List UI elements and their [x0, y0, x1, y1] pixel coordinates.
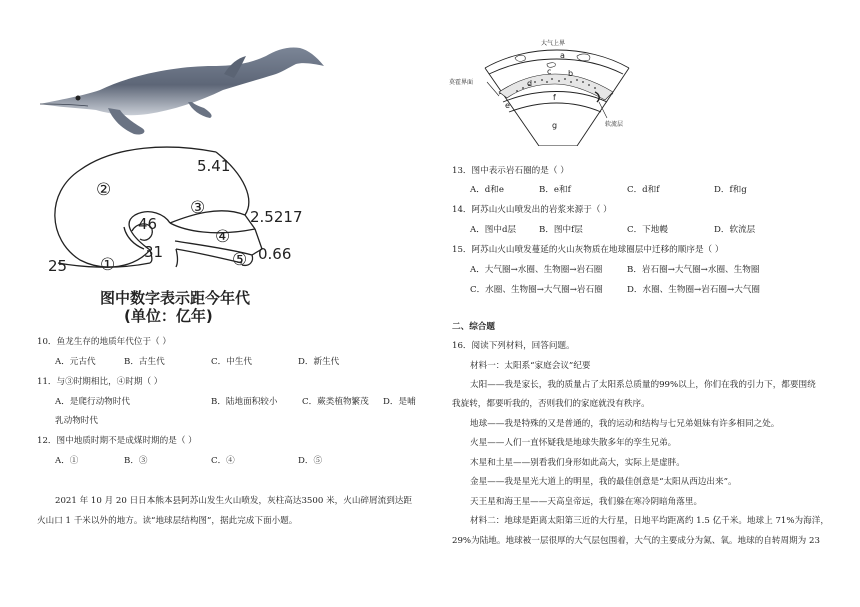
- year-label-31: 31: [144, 243, 164, 261]
- year-label-0-66: 0.66: [258, 245, 292, 263]
- layer-g: g: [552, 121, 558, 130]
- q10-option-b: B．古生代: [124, 357, 165, 367]
- sun-line-1: 太阳——我是家长，我的质量占了太阳系总质量的99%以上，你们在我的引力下，都要围绕: [470, 380, 816, 390]
- earth-line: 地球——我是特殊的又是普通的，我的运动和结构与七兄弟姐妹有许多相同之处。: [470, 419, 780, 429]
- jupiter-saturn-line: 木星和土星——别看我们身形如此高大，实际上是虚胖。: [470, 458, 685, 468]
- mars-line: 火星——人们一直怀疑我是地球失散多年的孪生兄弟。: [470, 438, 677, 448]
- year-label-5-41: 5.41: [197, 157, 231, 175]
- question-11: 11．与③时期相比，④时期（ ）: [37, 377, 163, 387]
- layer-e: e: [505, 101, 510, 110]
- q14-option-c: C．下地幔: [627, 225, 668, 235]
- material-2-line-1: 材料二：地球是距离太阳第三近的大行星，日地平均距离约 1.5 亿千米。地球上 71%为海洋，: [470, 516, 829, 526]
- question-15: 15．阿苏山火山喷发蔓延的火山灰物质在地球圈层中迁移的顺序是（ ）: [452, 245, 724, 255]
- ichthyosaur-image: [38, 44, 328, 144]
- era-marker-1: ①: [100, 255, 116, 275]
- label-asthenosphere: 软流层: [605, 121, 624, 128]
- q11-option-a: A．是爬行动物时代: [55, 397, 130, 407]
- q14-option-d: D．软流层: [714, 225, 756, 235]
- question-10: 10．鱼龙生存的地质年代位于（ ）: [37, 337, 171, 347]
- year-label-25: 25: [48, 257, 68, 275]
- q13-option-c: C．d和f: [627, 185, 660, 195]
- passage-line-2: 火山口 1 千米以外的地方。读“地球层结构图”，据此完成下面小题。: [37, 516, 298, 526]
- era-marker-2: ②: [96, 180, 112, 200]
- q10-option-a: A．元古代: [55, 357, 96, 367]
- q12-option-a: A．①: [55, 456, 79, 466]
- geologic-time-spiral: [40, 145, 310, 295]
- section-heading: 二、综合题: [452, 322, 495, 332]
- q13-option-d: D．f和g: [714, 185, 747, 195]
- q13-option-b: B．e和f: [539, 185, 571, 195]
- year-label-2-5217: 2.5217: [250, 208, 303, 226]
- question-13: 13．图中表示岩石圈的是（ ）: [452, 166, 569, 176]
- era-marker-5: ⑤: [232, 250, 248, 270]
- venus-line: 金星——我是星光大道上的明星，我的最佳创意是“太阳从西边出来”。: [470, 477, 737, 487]
- q15-option-b: B．岩石圈→大气圈→水圈、生物圈: [627, 265, 760, 275]
- q14-option-a: A．图中d层: [470, 225, 517, 235]
- layer-d: d: [527, 79, 533, 88]
- q15-option-d: D．水圈、生物圈→岩石圈→大气圈: [627, 285, 761, 295]
- q12-option-d: D．⑤: [298, 456, 323, 466]
- question-16: 16．阅读下列材料，回答问题。: [452, 341, 575, 351]
- q11-option-d-continued: 乳动物时代: [55, 416, 98, 426]
- year-label-46: 46: [138, 215, 158, 233]
- q15-option-a: A．大气圈→水圈、生物圈→岩石圈: [470, 265, 603, 275]
- question-14: 14．阿苏山火山喷发出的岩浆来源于（ ）: [452, 205, 612, 215]
- q10-option-d: D．新生代: [298, 357, 340, 367]
- earth-layers-diagram: [447, 36, 652, 146]
- label-moho: 莫霍界面: [449, 79, 474, 86]
- q15-option-c: C．水圈、生物圈→大气圈→岩石圈: [470, 285, 603, 295]
- layer-f: f: [553, 93, 556, 102]
- q13-option-a: A．d和e: [470, 185, 504, 195]
- q10-option-c: C．中生代: [211, 357, 252, 367]
- question-12: 12．图中地质时期不是成煤时期的是（ ）: [37, 436, 197, 446]
- material-2-line-2: 29%为陆地。地球被一层很厚的大气层包围着，大气的主要成分为氮、氧。地球的自转周期为 23: [452, 536, 820, 546]
- q14-option-b: B．图中f层: [539, 225, 583, 235]
- figure-caption-line2: (单位：亿年): [124, 307, 213, 325]
- era-marker-4: ④: [215, 227, 231, 247]
- q11-option-c: C．蕨类植物繁茂: [302, 397, 369, 407]
- q12-option-b: B．③: [124, 456, 148, 466]
- figure-caption-line1: 图中数字表示距今年代: [100, 289, 251, 307]
- layer-c: c: [547, 67, 552, 76]
- sun-line-2: 我旋转，都要听我的，否则我们的家庭就没有秩序。: [452, 399, 650, 409]
- era-marker-3: ③: [190, 198, 206, 218]
- layer-b: b: [568, 69, 574, 78]
- q11-option-d: D．是哺: [383, 397, 416, 407]
- q11-option-b: B．陆地面积较小: [211, 397, 278, 407]
- passage-line-1: 2021 年 10 月 20 日日本熊本县阿苏山发生火山喷发，灰柱高达3500 米，火山碎屑流到达距: [55, 496, 413, 506]
- q12-option-c: C．④: [211, 456, 235, 466]
- label-atmosphere-top: 大气上界: [541, 40, 566, 47]
- material-1-title: 材料一：太阳系“家庭会议”纪要: [470, 361, 591, 371]
- uranus-neptune-line: 天王星和海王星——天高皇帝远，我们躲在寒冷阴暗角落里。: [470, 497, 703, 507]
- layer-a: a: [560, 51, 565, 60]
